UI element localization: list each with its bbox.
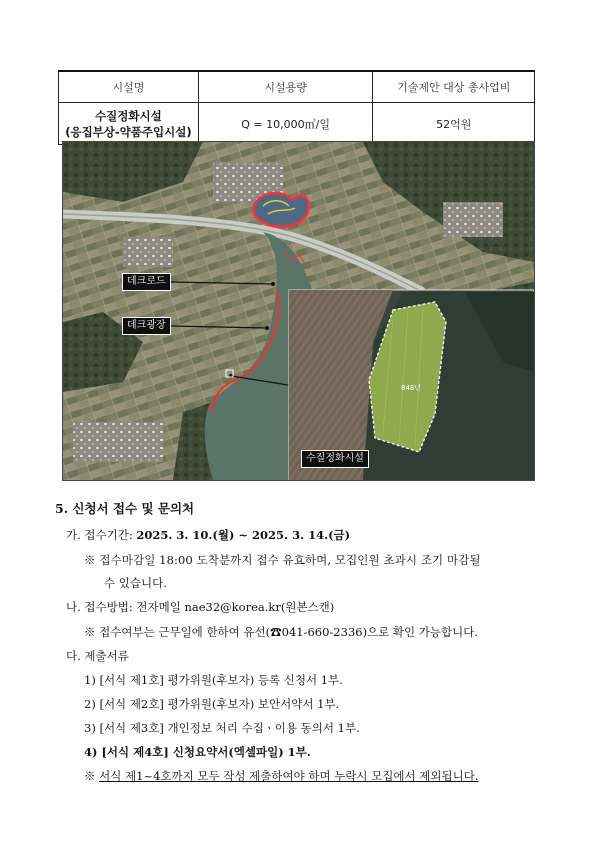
period-label: 가. 접수기간: — [66, 528, 137, 542]
omission-text: 서식 제1~4호까지 모두 작성 제출하여야 하며 누락시 모집에서 제외됩니다. — [99, 769, 479, 783]
section-title: 5. 신청서 접수 및 문의처 — [55, 501, 195, 516]
aerial-map — [62, 141, 535, 481]
facility-table — [58, 70, 535, 145]
list-item: 1) [서식 제1호] 평가위원(후보자) 등록 신청서 1부. — [84, 673, 343, 687]
period-line — [66, 528, 350, 542]
list-item: 3) [서식 제3호] 개인정보 처리 수집ㆍ이용 동의서 1부. — [84, 721, 360, 735]
confirm-note: ※ 접수여부는 근무일에 한하여 유선(☎041-660-2336)으로 확인 가능합니다. — [84, 625, 479, 639]
period-dates: 2025. 3. 10.(월) ~ 2025. 3. 14.(금) — [136, 528, 351, 542]
label-deck-plaza: 데크광장 — [122, 317, 171, 335]
header-facility-name: 시설명 — [59, 71, 199, 103]
table-row — [59, 103, 535, 145]
deadline-note-cont: 수 있습니다. — [104, 576, 167, 590]
area-tag: 848년 — [401, 384, 422, 392]
facility-name: 수질정화시설 — [95, 108, 162, 123]
aerial-photo — [63, 142, 534, 480]
header-budget: 기술제안 대상 총사업비 — [373, 71, 535, 103]
capacity-cell: Q = 10,000㎥/일 — [198, 103, 373, 145]
method-line: 나. 접수방법: 전자메일 nae32@korea.kr(원본스캔) — [66, 600, 335, 614]
facility-name-cell — [59, 103, 199, 145]
list-item: 2) [서식 제2호] 평가위원(후보자) 보안서약서 1부. — [84, 697, 340, 711]
header-capacity: 시설용량 — [198, 71, 373, 103]
deadline-note: ※ 접수마감일 18:00 도착분까지 접수 유효하며, 모집인원 초과시 조기 마감될 — [84, 553, 481, 567]
budget-cell: 52억원 — [373, 103, 535, 145]
table-header-row — [59, 71, 535, 103]
label-water-facility: 수질정화시설 — [301, 450, 369, 468]
facility-process: (응집부상-약품주입시설) — [65, 124, 192, 139]
note-mark: ※ — [84, 769, 100, 783]
label-deck-road: 데크로드 — [122, 273, 171, 291]
list-item-emphasis: 4) [서식 제4호] 신청요약서(엑셀파일) 1부. — [84, 745, 311, 759]
documents-heading: 다. 제출서류 — [66, 649, 129, 663]
omission-note — [84, 769, 478, 783]
